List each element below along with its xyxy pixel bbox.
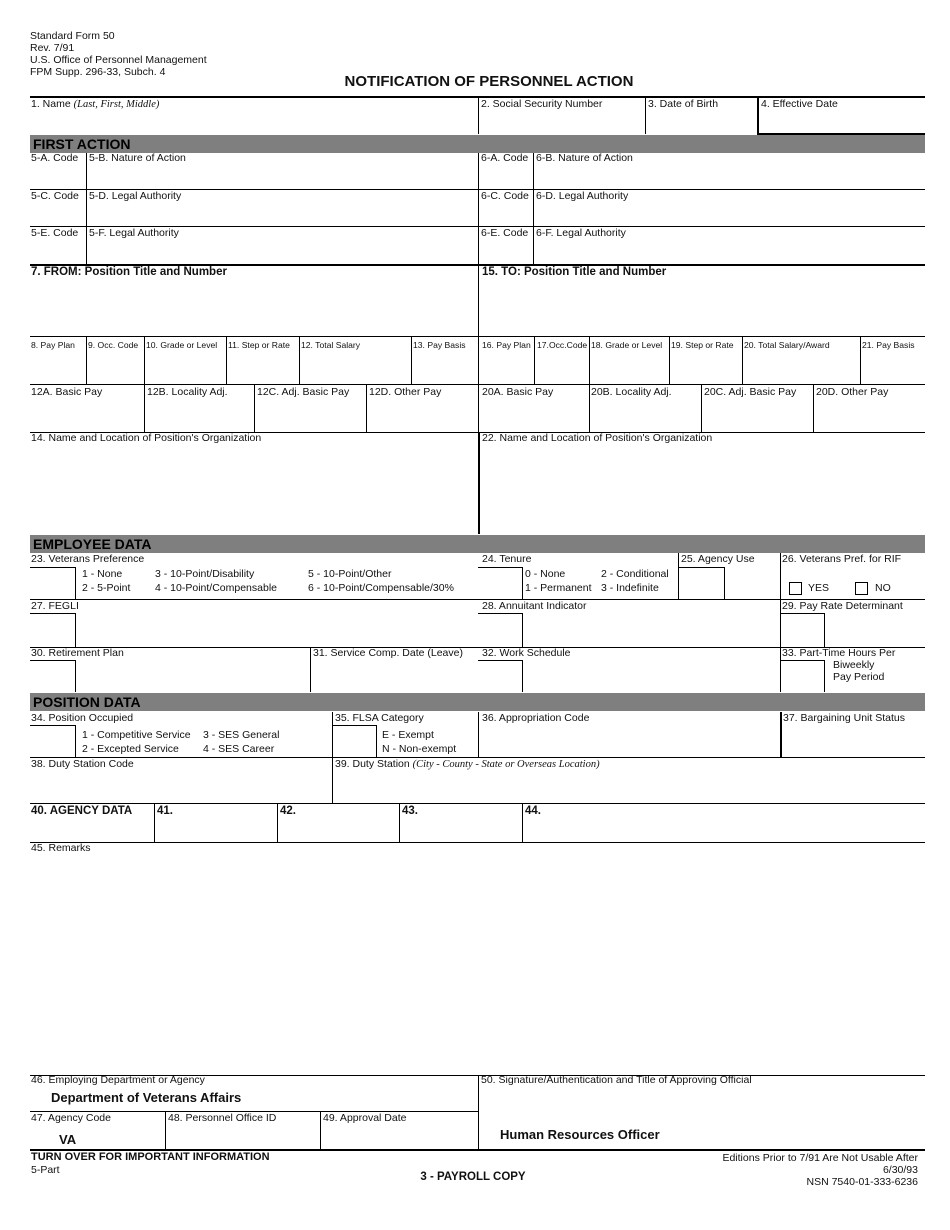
nsn-number: NSN 7540-01-333-6236: [806, 1176, 918, 1188]
tenure-option-1: 1 - Permanent: [525, 582, 592, 594]
field-12d-label: 12D. Other Pay: [369, 386, 442, 398]
field-21-label: 21. Pay Basis: [862, 340, 915, 350]
field-11-label: 11. Step or Rate: [228, 340, 290, 350]
vet-option-4: 4 - 10-Point/Compensable: [155, 582, 277, 594]
form-number: Standard Form 50: [30, 30, 115, 42]
field-10-label: 10. Grade or Level: [146, 340, 218, 350]
field-37-label: 37. Bargaining Unit Status: [783, 712, 905, 724]
field-12c-label: 12C. Adj. Basic Pay: [257, 386, 350, 398]
vet-option-3: 3 - 10-Point/Disability: [155, 568, 255, 580]
dob-label: 3. Date of Birth: [648, 98, 719, 110]
field-20-label: 20. Total Salary/Award: [744, 340, 830, 350]
part-count: 5-Part: [31, 1164, 60, 1176]
form-revision: Rev. 7/91: [30, 42, 75, 54]
field-20d-label: 20D. Other Pay: [816, 386, 889, 398]
vet-option-5: 5 - 10-Point/Other: [308, 568, 392, 580]
field-17-label: 17.Occ.Code: [537, 340, 588, 350]
field-34-label: 34. Position Occupied: [31, 712, 134, 724]
form-supplement: FPM Supp. 296-33, Subch. 4: [30, 66, 166, 78]
field-50-label: 50. Signature/Authentication and Title of Approving Official: [481, 1074, 752, 1086]
flsa-option-e: E - Exempt: [382, 729, 434, 741]
form-issuer: U.S. Office of Personnel Management: [30, 54, 207, 66]
field-33-line3: Pay Period: [833, 671, 885, 683]
field-39-label: 39. Duty Station (City - County - State or Overseas Location): [335, 758, 600, 770]
field-12-label: 12. Total Salary: [301, 340, 361, 350]
flsa-option-n: N - Non-exempt: [382, 743, 457, 755]
field-38-label: 38. Duty Station Code: [31, 758, 134, 770]
field-5b-label: 5-B. Nature of Action: [89, 152, 186, 164]
occupied-option-4: 4 - SES Career: [203, 743, 275, 755]
field-48-label: 48. Personnel Office ID: [168, 1112, 277, 1124]
ssn-label: 2. Social Security Number: [481, 98, 603, 110]
occupied-option-1: 1 - Competitive Service: [82, 729, 191, 741]
field-19-label: 19. Step or Rate: [671, 340, 734, 350]
tenure-option-2: 2 - Conditional: [601, 568, 669, 580]
field-47-label: 47. Agency Code: [31, 1112, 111, 1124]
vet-option-2: 2 - 5-Point: [82, 582, 131, 594]
field-25-label: 25. Agency Use: [681, 553, 755, 565]
field-8-label: 8. Pay Plan: [31, 340, 75, 350]
field-33-label: 33. Part-Time Hours Per: [782, 647, 896, 659]
approving-official-title: Human Resources Officer: [500, 1127, 660, 1142]
vet-option-1: 1 - None: [82, 568, 123, 580]
field-12a-label: 12A. Basic Pay: [31, 386, 103, 398]
field-5f-label: 5-F. Legal Authority: [89, 227, 179, 239]
tenure-option-3: 3 - Indefinite: [601, 582, 659, 594]
tenure-option-0: 0 - None: [525, 568, 566, 580]
field-5a-label: 5-A. Code: [31, 152, 79, 164]
from-title-label: 7. FROM: Position Title and Number: [31, 266, 227, 278]
field-24-label: 24. Tenure: [482, 553, 532, 565]
field-32-label: 32. Work Schedule: [482, 647, 571, 659]
field-46-label: 46. Employing Department or Agency: [31, 1074, 205, 1086]
field-40-label: 40. AGENCY DATA: [31, 805, 133, 817]
agency-code-value: VA: [59, 1132, 77, 1147]
field-35-label: 35. FLSA Category: [335, 712, 424, 724]
field-6d-label: 6-D. Legal Authority: [536, 190, 629, 202]
rif-yes-label: YES: [808, 582, 830, 594]
field-14-label: 14. Name and Location of Position's Organization: [31, 432, 262, 444]
effective-date-label: 4. Effective Date: [761, 98, 838, 110]
editions-notice: [722, 1152, 918, 1188]
field-6e-label: 6-E. Code: [481, 227, 529, 239]
occupied-option-3: 3 - SES General: [203, 729, 280, 741]
field-31-label: 31. Service Comp. Date (Leave): [313, 647, 463, 659]
field-5d-label: 5-D. Legal Authority: [89, 190, 182, 202]
copy-designation: 3 - PAYROLL COPY: [420, 1171, 526, 1183]
field-26-label: 26. Veterans Pref. for RIF: [782, 553, 902, 565]
employee-data-band: EMPLOYEE DATA: [30, 535, 925, 553]
rif-no-label: NO: [875, 582, 891, 594]
field-5e-label: 5-E. Code: [31, 227, 79, 239]
turn-over-notice: TURN OVER FOR IMPORTANT INFORMATION: [31, 1151, 270, 1163]
employing-agency-value: Department of Veterans Affairs: [51, 1090, 242, 1105]
position-data-band: POSITION DATA: [30, 693, 925, 711]
field-44-label: 44.: [525, 805, 541, 817]
field-30-label: 30. Retirement Plan: [31, 647, 124, 659]
field-6a-label: 6-A. Code: [481, 152, 529, 164]
editions-line-2: 6/30/93: [882, 1164, 918, 1176]
field-29-label: 29. Pay Rate Determinant: [782, 600, 903, 612]
field-20b-label: 20B. Locality Adj.: [591, 386, 672, 398]
field-41-label: 41.: [157, 805, 173, 817]
field-36-label: 36. Appropriation Code: [482, 712, 590, 724]
page-title: NOTIFICATION OF PERSONNEL ACTION: [344, 73, 634, 90]
field-28-label: 28. Annuitant Indicator: [482, 600, 587, 612]
field-43-label: 43.: [402, 805, 418, 817]
vet-option-6: 6 - 10-Point/Compensable/30%: [308, 582, 454, 594]
field-20c-label: 20C. Adj. Basic Pay: [704, 386, 797, 398]
rif-no-checkbox[interactable]: [855, 582, 868, 595]
field-22-label: 22. Name and Location of Position's Organization: [482, 432, 713, 444]
name-label: 1. Name (Last, First, Middle): [31, 98, 160, 110]
field-6f-label: 6-F. Legal Authority: [536, 227, 626, 239]
field-33-line2: Biweekly: [833, 659, 875, 671]
field-45-label: 45. Remarks: [31, 842, 91, 854]
field-23-label: 23. Veterans Preference: [31, 553, 145, 565]
field-27-label: 27. FEGLI: [31, 600, 79, 612]
field-6b-label: 6-B. Nature of Action: [536, 152, 633, 164]
field-5c-label: 5-C. Code: [31, 190, 79, 202]
field-20a-label: 20A. Basic Pay: [482, 386, 554, 398]
field-13-label: 13. Pay Basis: [413, 340, 466, 350]
field-12b-label: 12B. Locality Adj.: [147, 386, 228, 398]
field-6c-label: 6-C. Code: [481, 190, 529, 202]
occupied-option-2: 2 - Excepted Service: [82, 743, 179, 755]
rif-yes-checkbox[interactable]: [789, 582, 802, 595]
first-action-band: FIRST ACTION: [30, 135, 925, 153]
field-16-label: 16. Pay Plan: [482, 340, 531, 350]
field-18-label: 18. Grade or Level: [591, 340, 663, 350]
field-49-label: 49. Approval Date: [323, 1112, 407, 1124]
editions-line-1: Editions Prior to 7/91 Are Not Usable After: [722, 1152, 918, 1164]
field-42-label: 42.: [280, 805, 296, 817]
to-title-label: 15. TO: Position Title and Number: [482, 266, 667, 278]
field-9-label: 9. Occ. Code: [88, 340, 139, 350]
